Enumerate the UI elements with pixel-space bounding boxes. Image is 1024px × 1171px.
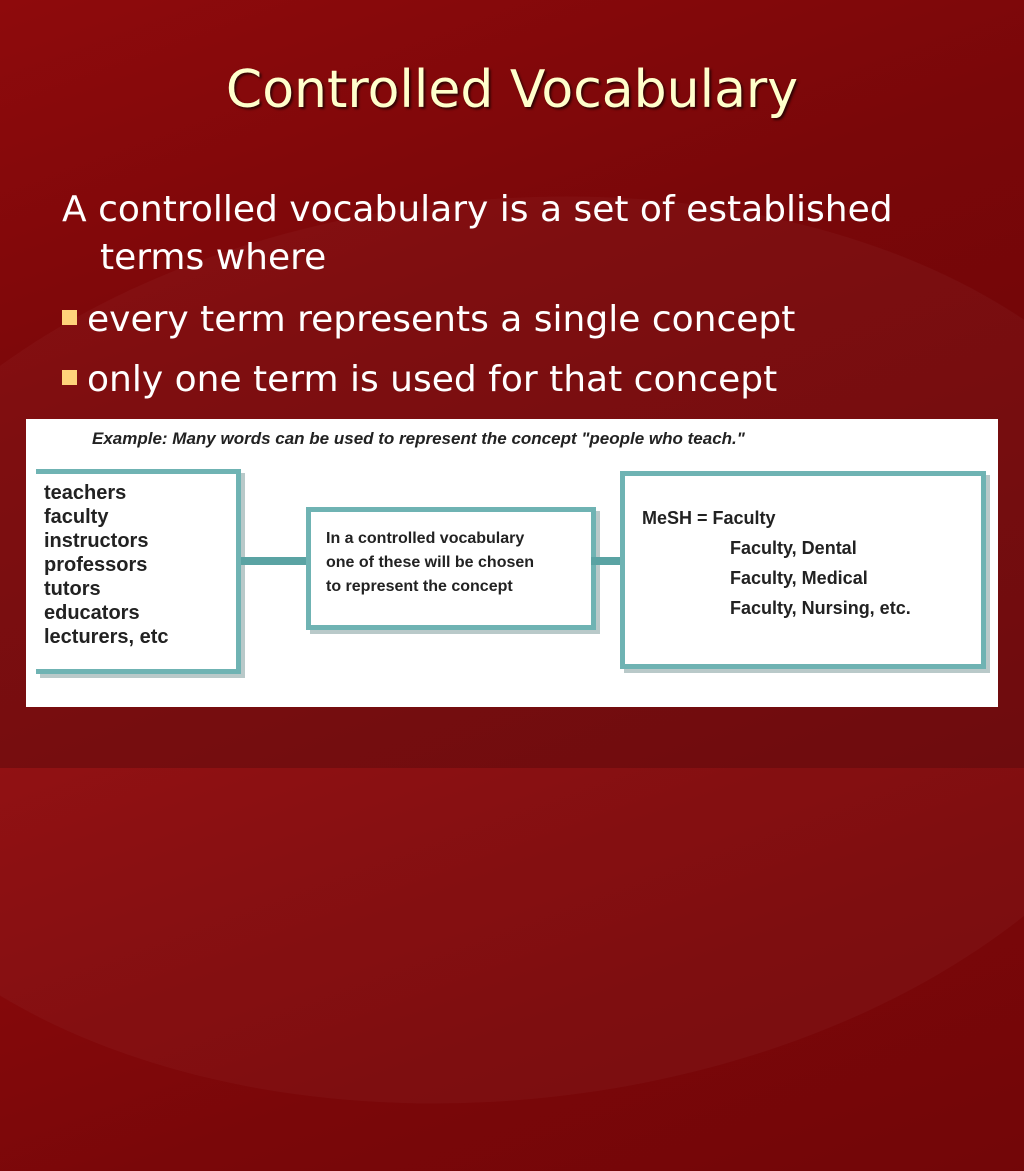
- slide-title: Controlled Vocabulary: [225, 60, 799, 120]
- bullet-item: [62, 356, 777, 404]
- term-list: [44, 481, 169, 649]
- intro-text: A controlled vocabulary is a set of established terms where: [62, 189, 893, 278]
- chosen-line: one of these will be chosen: [326, 554, 535, 571]
- bullet-text: every term represents a single concept: [87, 299, 796, 340]
- term-item: educators: [44, 602, 140, 624]
- term-item: tutors: [44, 578, 101, 600]
- term-item: teachers: [44, 482, 127, 504]
- term-item: faculty: [44, 506, 109, 528]
- mesh-item: Faculty, Nursing, etc.: [730, 598, 911, 618]
- bullet-item: [62, 296, 795, 344]
- mesh-item: Faculty, Dental: [730, 538, 857, 558]
- square-bullet-icon: [62, 370, 77, 385]
- connector-line: [591, 557, 621, 565]
- chosen-text: [326, 527, 534, 599]
- mesh-heading: MeSH = Faculty: [642, 508, 776, 528]
- term-item: professors: [44, 554, 148, 576]
- chosen-line: to represent the concept: [326, 578, 513, 595]
- square-bullet-icon: [62, 310, 77, 325]
- connector-line: [241, 557, 307, 565]
- example-caption: Example: Many words can be used to represent the concept "people who teach.": [92, 429, 745, 448]
- mesh-item: Faculty, Medical: [730, 568, 868, 588]
- term-item: lecturers, etc: [44, 626, 169, 648]
- bullet-text: only one term is used for that concept: [87, 359, 778, 400]
- term-item: instructors: [44, 530, 149, 552]
- chosen-line: In a controlled vocabulary: [326, 530, 525, 547]
- example-figure: [26, 419, 998, 707]
- mesh-list: [642, 503, 911, 623]
